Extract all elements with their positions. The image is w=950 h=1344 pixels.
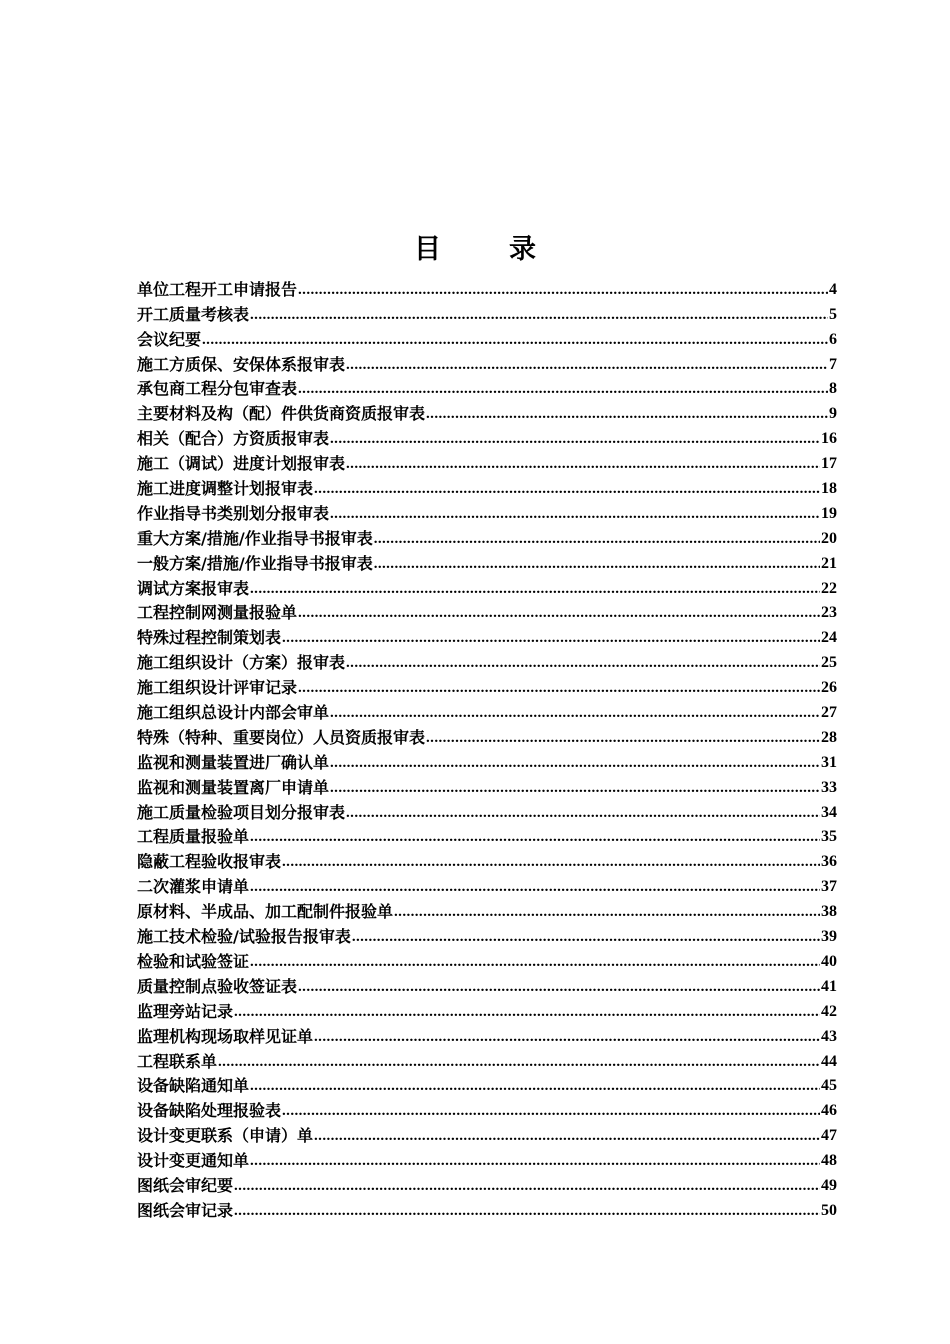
toc-entry-label: 施工进度调整计划报审表: [137, 479, 314, 499]
toc-entry-label: 二次灌浆申请单: [137, 877, 250, 897]
toc-entry[interactable]: [137, 848, 837, 873]
toc-entry-page-number: 20: [821, 529, 837, 547]
toc-entry-page-number: 8: [829, 380, 837, 398]
toc-entry[interactable]: [137, 1147, 837, 1172]
toc-leader-dots: [202, 329, 828, 351]
toc-entry-label: 相关（配合）方资质报审表: [137, 429, 330, 449]
toc-entry-page-number: 21: [821, 554, 837, 572]
toc-leader-dots: [234, 1175, 820, 1197]
toc-entry[interactable]: [137, 376, 837, 401]
toc-leader-dots: [250, 578, 820, 600]
toc-leader-dots: [218, 1051, 820, 1073]
toc-entry[interactable]: [137, 1073, 837, 1098]
toc-entry-page-number: 24: [821, 629, 837, 647]
toc-leader-dots: [314, 478, 820, 500]
toc-entry[interactable]: [137, 649, 837, 674]
toc-leader-dots: [346, 453, 820, 475]
toc-leader-dots: [352, 926, 820, 948]
toc-entry-page-number: 18: [821, 480, 837, 498]
toc-entry[interactable]: [137, 400, 837, 425]
toc-entry-label: 监视和测量装置进厂确认单: [137, 752, 330, 772]
toc-entry-label: 原材料、半成品、加工配制件报验单: [137, 902, 394, 922]
toc-entry-label: 施工质量检验项目划分报审表: [137, 802, 346, 822]
toc-leader-dots: [346, 354, 828, 376]
toc-list: [137, 276, 837, 1222]
toc-entry-label: 特殊过程控制策划表: [137, 628, 282, 648]
toc-entry[interactable]: [137, 475, 837, 500]
toc-leader-dots: [374, 553, 820, 575]
toc-entry-page-number: 37: [821, 878, 837, 896]
toc-entry-page-number: 39: [821, 928, 837, 946]
toc-leader-dots: [330, 428, 820, 450]
toc-leader-dots: [330, 702, 820, 724]
toc-leader-dots: [234, 1200, 820, 1222]
toc-entry[interactable]: [137, 1048, 837, 1073]
toc-entry-page-number: 5: [829, 305, 837, 323]
toc-entry-page-number: 9: [829, 405, 837, 423]
toc-entry-page-number: 42: [821, 1002, 837, 1020]
toc-entry[interactable]: [137, 624, 837, 649]
toc-leader-dots: [426, 403, 828, 425]
toc-leader-dots: [298, 378, 828, 400]
toc-entry-label: 一般方案/措施/作业指导书报审表: [137, 553, 373, 573]
toc-entry[interactable]: [137, 799, 837, 824]
toc-entry[interactable]: [137, 998, 837, 1023]
toc-entry-label: 重大方案/措施/作业指导书报审表: [137, 528, 373, 548]
toc-entry[interactable]: [137, 699, 837, 724]
toc-entry-page-number: 23: [821, 604, 837, 622]
toc-entry-label: 隐蔽工程验收报审表: [137, 852, 282, 872]
toc-leader-dots: [282, 627, 820, 649]
toc-entry[interactable]: [137, 923, 837, 948]
toc-entry-page-number: 34: [821, 803, 837, 821]
toc-entry-label: 主要材料及构（配）件供货商资质报审表: [137, 404, 426, 424]
toc-entry-label: 施工方质保、安保体系报审表: [137, 354, 346, 374]
toc-leader-dots: [298, 677, 820, 699]
toc-leader-dots: [346, 652, 820, 674]
toc-entry[interactable]: [137, 1197, 837, 1222]
toc-entry[interactable]: [137, 301, 837, 326]
toc-leader-dots: [330, 503, 820, 525]
toc-entry-page-number: 25: [821, 654, 837, 672]
toc-leader-dots: [282, 851, 820, 873]
toc-entry[interactable]: [137, 1023, 837, 1048]
toc-entry-page-number: 26: [821, 679, 837, 697]
toc-entry[interactable]: [137, 674, 837, 699]
toc-entry-page-number: 4: [829, 280, 837, 298]
toc-leader-dots: [250, 1150, 820, 1172]
toc-entry[interactable]: [137, 425, 837, 450]
toc-leader-dots: [250, 951, 820, 973]
toc-leader-dots: [298, 602, 820, 624]
toc-entry-label: 施工（调试）进度计划报审表: [137, 454, 346, 474]
toc-entry[interactable]: [137, 898, 837, 923]
toc-entry[interactable]: [137, 973, 837, 998]
toc-entry-page-number: 44: [821, 1052, 837, 1070]
toc-entry-page-number: 16: [821, 430, 837, 448]
toc-entry-page-number: 46: [821, 1102, 837, 1120]
toc-leader-dots: [330, 752, 820, 774]
toc-leader-dots: [298, 279, 828, 301]
toc-entry-label: 施工组织总设计内部会审单: [137, 703, 330, 723]
toc-entry-page-number: 49: [821, 1176, 837, 1194]
toc-entry[interactable]: [137, 1172, 837, 1197]
toc-entry[interactable]: [137, 1097, 837, 1122]
toc-entry-page-number: 47: [821, 1127, 837, 1145]
toc-leader-dots: [374, 528, 820, 550]
toc-entry-page-number: 7: [829, 355, 837, 373]
toc-leader-dots: [314, 1125, 820, 1147]
toc-entry-label: 特殊（特种、重要岗位）人员资质报审表: [137, 727, 426, 747]
toc-entry-page-number: 36: [821, 853, 837, 871]
toc-leader-dots: [314, 1026, 820, 1048]
toc-entry[interactable]: [137, 326, 837, 351]
toc-entry[interactable]: [137, 450, 837, 475]
toc-entry-label: 会议纪要: [137, 329, 202, 349]
toc-entry-page-number: 27: [821, 704, 837, 722]
toc-entry-page-number: 38: [821, 903, 837, 921]
toc-leader-dots: [250, 304, 828, 326]
toc-entry[interactable]: [137, 824, 837, 849]
toc-entry[interactable]: [137, 724, 837, 749]
toc-entry[interactable]: [137, 351, 837, 376]
toc-entry-label: 工程联系单: [137, 1051, 218, 1071]
toc-entry-label: 单位工程开工申请报告: [137, 279, 298, 299]
toc-entry-page-number: 35: [821, 828, 837, 846]
toc-entry[interactable]: [137, 276, 837, 301]
toc-entry[interactable]: [137, 774, 837, 799]
toc-entry-label: 调试方案报审表: [137, 578, 250, 598]
toc-entry[interactable]: [137, 749, 837, 774]
toc-entry-page-number: 28: [821, 728, 837, 746]
toc-leader-dots: [282, 1100, 820, 1122]
toc-entry-label: 设备缺陷处理报验表: [137, 1101, 282, 1121]
toc-entry-page-number: 17: [821, 455, 837, 473]
toc-leader-dots: [298, 976, 820, 998]
toc-entry-page-number: 40: [821, 952, 837, 970]
toc-entry-page-number: 31: [821, 753, 837, 771]
toc-entry-page-number: 41: [821, 977, 837, 995]
toc-entry-page-number: 19: [821, 504, 837, 522]
toc-entry-label: 监理旁站记录: [137, 1001, 234, 1021]
toc-entry-page-number: 48: [821, 1152, 837, 1170]
toc-entry-page-number: 43: [821, 1027, 837, 1045]
toc-entry-label: 图纸会审纪要: [137, 1175, 234, 1195]
toc-entry[interactable]: [137, 550, 837, 575]
toc-leader-dots: [394, 901, 820, 923]
toc-entry-page-number: 6: [829, 330, 837, 348]
toc-entry-page-number: 45: [821, 1077, 837, 1095]
toc-title: [0, 232, 950, 268]
toc-entry-label: 监理机构现场取样见证单: [137, 1026, 314, 1046]
toc-entry-label: 开工质量考核表: [137, 304, 250, 324]
toc-entry-label: 检验和试验签证: [137, 951, 250, 971]
toc-title-char-2: 录: [509, 234, 536, 265]
toc-entry-label: 设计变更联系（申请）单: [137, 1126, 314, 1146]
toc-entry[interactable]: [137, 600, 837, 625]
toc-leader-dots: [346, 802, 820, 824]
toc-entry-label: 施工组织设计（方案）报审表: [137, 653, 346, 673]
toc-entry-page-number: 22: [821, 579, 837, 597]
toc-entry[interactable]: [137, 500, 837, 525]
toc-entry-label: 工程质量报验单: [137, 827, 250, 847]
toc-entry[interactable]: [137, 525, 837, 550]
toc-leader-dots: [250, 876, 820, 898]
toc-entry[interactable]: [137, 948, 837, 973]
toc-entry-page-number: 50: [821, 1201, 837, 1219]
toc-entry[interactable]: [137, 1122, 837, 1147]
toc-entry-label: 质量控制点验收签证表: [137, 976, 298, 996]
toc-entry-label: 作业指导书类别划分报审表: [137, 503, 330, 523]
toc-leader-dots: [250, 826, 820, 848]
toc-entry[interactable]: [137, 575, 837, 600]
toc-entry-label: 设计变更通知单: [137, 1151, 250, 1171]
toc-entry-label: 监视和测量装置离厂申请单: [137, 777, 330, 797]
toc-entry-label: 设备缺陷通知单: [137, 1076, 250, 1096]
toc-entry-page-number: 33: [821, 778, 837, 796]
toc-entry-label: 工程控制网测量报验单: [137, 603, 298, 623]
toc-title-char-1: 目: [414, 234, 441, 265]
toc-leader-dots: [234, 1001, 820, 1023]
toc-entry-label: 施工技术检验/试验报告报审表: [137, 927, 351, 947]
toc-leader-dots: [250, 1075, 820, 1097]
toc-leader-dots: [330, 777, 820, 799]
toc-entry[interactable]: [137, 873, 837, 898]
toc-entry-label: 承包商工程分包审查表: [137, 379, 298, 399]
toc-leader-dots: [426, 727, 820, 749]
toc-entry-label: 图纸会审记录: [137, 1200, 234, 1220]
toc-entry-label: 施工组织设计评审记录: [137, 678, 298, 698]
